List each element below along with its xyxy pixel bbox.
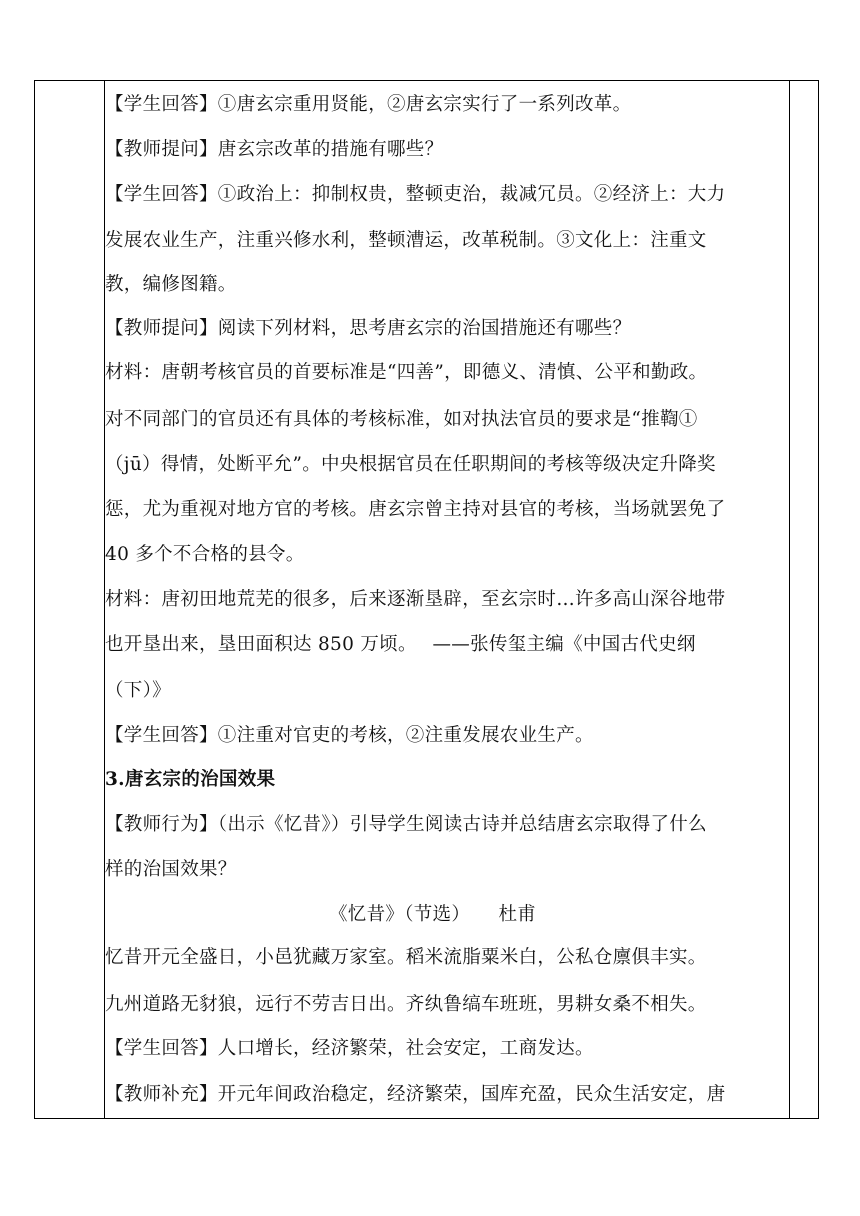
text-line: 材料：唐朝考核官员的首要标准是“四善”，即德义、清慎、公平和勤政。 [105,362,708,383]
text-line: （jū）得情，处断平允”。中央根据官员在任职期间的考核等级决定升降奖 [105,454,716,475]
text-line: 【学生回答】①唐玄宗重用贤能，②唐玄宗实行了一系列改革。 [105,94,632,115]
text-line: 【教师提问】唐玄宗改革的措施有哪些？ [105,139,444,160]
poem-title: 《忆昔》（节选） 杜甫 [329,904,537,925]
text-line: 【学生回答】人口增长，经济繁荣，社会安定，工商发达。 [105,1038,594,1059]
table-border-left [34,80,35,1119]
section-heading: 3.唐玄宗的治国效果 [105,769,276,790]
text-line: 【教师提问】阅读下列材料，思考唐玄宗的治国措施还有哪些？ [105,318,632,339]
text-line: 【学生回答】①政治上：抑制权贵，整顿吏治，裁减冗员。②经济上：大力 [105,184,726,205]
text-line: （下）》 [105,680,171,701]
text-line: 【教师行为】（出示《忆昔》）引导学生阅读古诗并总结唐玄宗取得了什么 [105,814,707,835]
table-column-divider-2 [789,80,790,1119]
table-border-right [818,80,819,1119]
text-line: 材料：唐初田地荒芜的很多，后来逐渐垦辟，至玄宗时…许多高山深谷地带 [105,589,726,610]
text-line: 【教师补充】开元年间政治稳定，经济繁荣，国库充盈，民众生活安定，唐 [105,1084,726,1105]
text-line: 发展农业生产，注重兴修水利，整顿漕运，改革税制。③文化上：注重文 [105,230,707,251]
text-line: 样的治国效果？ [105,859,237,880]
text-line: 【学生回答】①注重对官吏的考核，②注重发展农业生产。 [105,725,594,746]
poem-line: 忆昔开元全盛日，小邑犹藏万家室。稻米流脂粟米白，公私仓廪俱丰实。 [105,947,707,968]
text-line: 教，编修图籍。 [105,274,237,295]
poem-line: 九州道路无豺狼，远行不劳吉日出。齐纨鲁缟车班班，男耕女桑不相失。 [105,994,707,1015]
text-line: 对不同部门的官员还有具体的考核标准，如对执法官员的要求是“推鞫① [105,409,698,430]
text-line: 也开垦出来，垦田面积达 850 万顷。 ——张传玺主编《中国古代史纲 [105,634,696,655]
text-line: 40 多个不合格的县令。 [105,544,305,565]
text-line: 惩，尤为重视对地方官的考核。唐玄宗曾主持对县官的考核，当场就罢免了 [105,499,726,520]
